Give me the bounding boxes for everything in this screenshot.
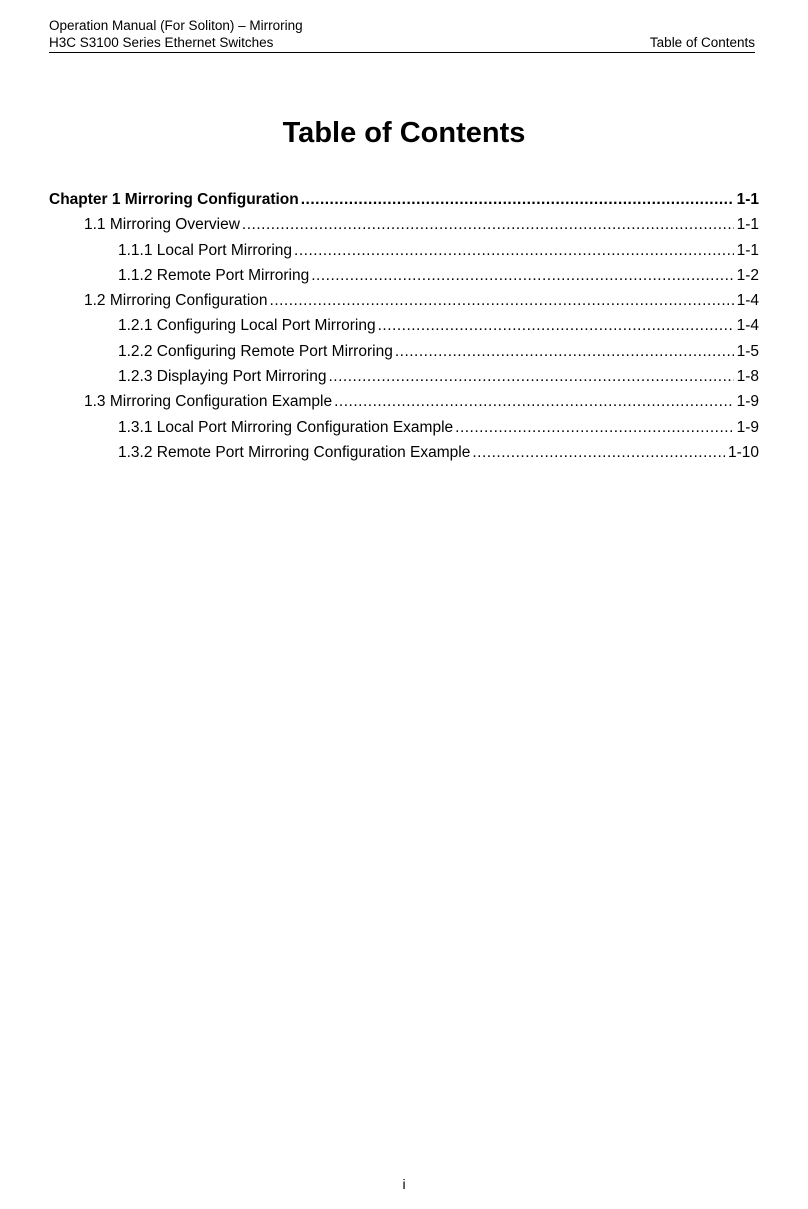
toc-dot-leader (472, 442, 725, 464)
toc-entry-page: 1-9 (736, 418, 759, 436)
header-product-name: H3C S3100 Series Ethernet Switches (49, 35, 274, 50)
toc-dot-leader (378, 315, 734, 337)
toc-entry-title: Chapter 1 Mirroring Configuration (49, 191, 299, 208)
toc-dot-leader (242, 214, 734, 236)
page-number: i (402, 1176, 406, 1192)
header-manual-title: Operation Manual (For Soliton) – Mirroring (49, 18, 303, 33)
toc-entry-page: 1-10 (727, 443, 759, 461)
toc-entry-page: 1-1 (736, 241, 759, 259)
toc-dot-leader (328, 366, 733, 388)
toc-entry[interactable] (49, 391, 759, 416)
toc-dot-leader (395, 341, 734, 363)
toc-entry-page: 1-1 (736, 216, 759, 234)
toc-dot-leader (311, 265, 733, 287)
toc-dot-leader (294, 240, 734, 262)
toc-dot-leader (270, 290, 734, 312)
toc-entry-page: 1-1 (736, 191, 759, 208)
toc-entry-title: 1.3.1 Local Port Mirroring Configuration Example (118, 418, 454, 436)
table-of-contents (49, 189, 759, 467)
toc-entry[interactable] (49, 240, 759, 265)
toc-entry-page: 1-8 (736, 368, 759, 386)
toc-entry[interactable] (49, 265, 759, 290)
toc-entry[interactable] (49, 315, 759, 340)
toc-entry[interactable] (49, 290, 759, 315)
toc-entry-title: 1.2 Mirroring Configuration (84, 292, 268, 310)
toc-entry-page: 1-2 (736, 266, 759, 284)
toc-entry[interactable] (49, 442, 759, 467)
toc-entry[interactable] (49, 214, 759, 239)
toc-entry[interactable] (49, 189, 759, 214)
toc-entry-title: 1.2.3 Displaying Port Mirroring (118, 368, 327, 386)
header-section-name: Table of Contents (649, 35, 755, 50)
toc-entry-title: 1.3 Mirroring Configuration Example (84, 393, 333, 411)
page-title: Table of Contents (282, 117, 526, 149)
page-header (49, 16, 755, 53)
toc-dot-leader (301, 189, 734, 211)
toc-entry-title: 1.2.1 Configuring Local Port Mirroring (118, 317, 376, 335)
toc-entry-title: 1.1 Mirroring Overview (84, 216, 240, 234)
toc-entry-page: 1-4 (736, 317, 759, 335)
header-document-info (49, 17, 303, 51)
toc-dot-leader (334, 391, 733, 413)
toc-entry-page: 1-5 (736, 342, 759, 360)
toc-entry-title: 1.1.1 Local Port Mirroring (118, 241, 293, 259)
toc-entry-title: 1.2.2 Configuring Remote Port Mirroring (118, 342, 393, 360)
toc-entry-title: 1.3.2 Remote Port Mirroring Configuration Example (118, 443, 471, 461)
toc-entry[interactable] (49, 417, 759, 442)
toc-entry[interactable] (49, 366, 759, 391)
toc-dot-leader (455, 417, 733, 439)
toc-entry-page: 1-4 (736, 292, 759, 310)
toc-entry[interactable] (49, 341, 759, 366)
toc-entry-page: 1-9 (736, 393, 759, 411)
toc-entry-title: 1.1.2 Remote Port Mirroring (118, 266, 310, 284)
